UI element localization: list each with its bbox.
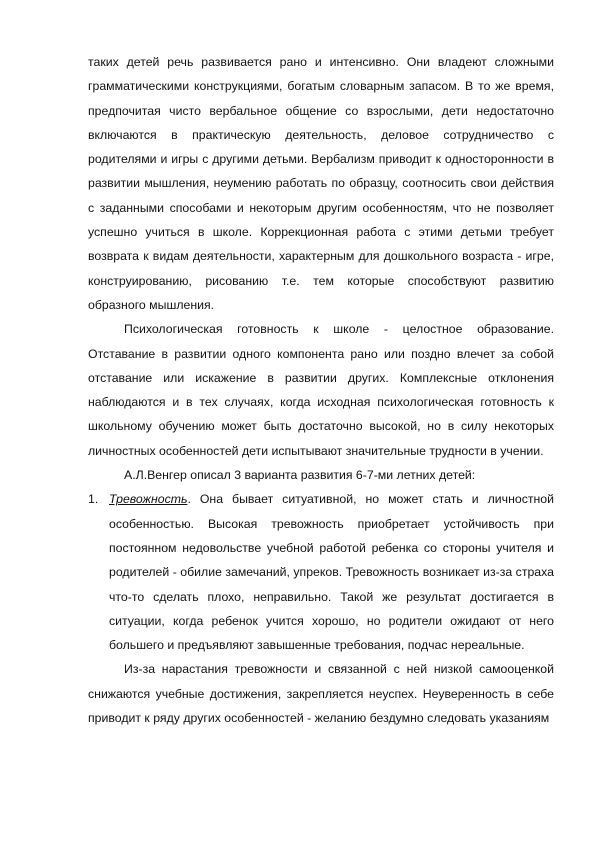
document-page — [88, 50, 554, 730]
list-item-anxiety — [88, 487, 554, 657]
list-item-text: . Она бывает ситуативной, но может стать и личностной особенностью. Высокая тревожность приобретает устойчивость при постоянном недовольстве учебной работой ребенка со стороны учителя и родителей - обилие замечаний, упреков. Тревожность возникает из-за страха что-то сделать плохо, неправильно. Такой же результат достигается в ситуации, когда ребенок учится хорошо, но родители ожидают от него большего и предъявляют завышенные требования, подчас нереальные. — [109, 492, 554, 653]
paragraph-closing: Из-за нарастания тревожности и связанной с ней низкой самооценкой снижаются учебные достижения, закрепляется неуспех. Неуверенность в себе приводит к ряду других особенностей - желанию бездумно следовать указаниям — [88, 662, 554, 726]
paragraph-school-readiness: Психологическая готовность к школе - целостное образование. Отставание в развитии одного компонента рано или поздно влечет за собой отставание или искажение в развитии других. Комплексные отклонения наблюдаются и в тех случаях, когда исходная психологическая готовность к школьному обучению может быть достаточно высокой, но в силу некоторых личностных особенностей дети испытывают значительные трудности в учении. — [88, 322, 554, 458]
list-item-number: 1. — [88, 492, 99, 507]
list-item-term: Тревожность — [109, 492, 188, 507]
paragraph-venger-intro: А.Л.Венгер описал 3 варианта развития 6-7-ми летних детей: — [124, 468, 476, 483]
paragraph-verbalism: таких детей речь развивается рано и интенсивно. Они владеют сложными грамматическими конструкциями, богатым словарным запасом. В то же время, предпочитая чисто вербальное общение со взрослыми, дети недостаточно включаются в практическую деятельность, деловое сотрудничество с родителями и игры с другими детьми. Вербализм приводит к односторонности в развитии мышления, неумению работать по образцу, соотносить свои действия с заданными способами и некоторым другим особенностям, что не позволяет успешно учиться в школе. Коррекционная работа с этими детьми требует возврата к видам деятельности, характерным для дошкольного возраста - игре, конструированию, рисованию т.е. тем которые способствуют развитию образного мышления. — [88, 55, 554, 312]
